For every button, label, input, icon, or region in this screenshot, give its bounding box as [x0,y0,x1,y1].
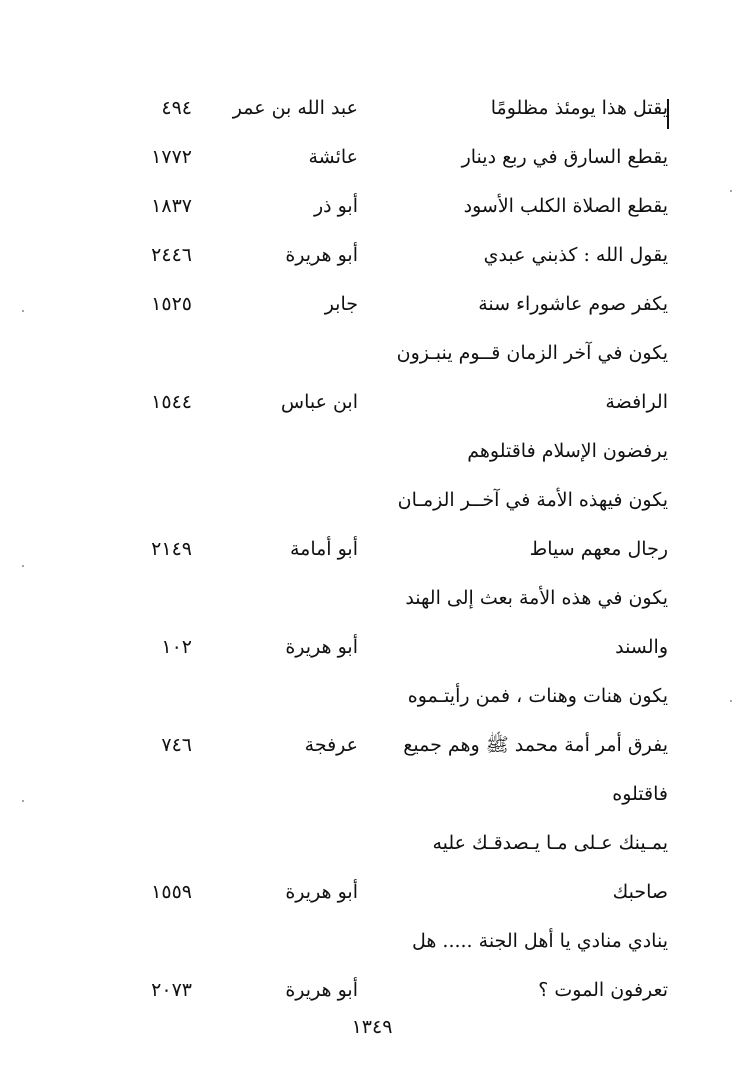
hadith-number: ٢١٤٩ [151,538,192,560]
index-row [0,340,744,380]
narrator: جابر [324,293,358,315]
hadith-number: ١٥٥٩ [151,881,192,903]
index-row [0,389,744,429]
hadith-text: يمـينك عـلى مـا يـصدقـك عليه [432,832,668,854]
narrator: أبو هريرة [285,636,358,658]
index-row [0,830,744,870]
scan-speck [730,700,732,702]
scan-speck [22,565,24,567]
hadith-text: يكفر صوم عاشوراء سنة [478,293,668,315]
scan-speck [22,310,24,312]
hadith-number: ١٨٣٧ [151,195,192,217]
hadith-text: يقتل هذا يومئذ مظلومًا [490,97,668,119]
narrator: أبو هريرة [285,881,358,903]
hadith-text: يفرق أمر أمة محمد ﷺ وهم جميع [403,734,668,756]
hadith-text: يكون في آخر الزمان قــوم ينبـزون [396,342,668,364]
index-row [0,438,744,478]
hadith-text: والسند [615,636,668,658]
index-row [0,732,744,772]
hadith-number: ٤٩٤ [161,97,192,119]
narrator: عرفجة [304,734,358,756]
hadith-text: يكون في هذه الأمة بعث إلى الهند [405,587,668,609]
scan-speck [730,190,732,192]
narrator: عبد الله بن عمر [232,97,358,119]
hadith-number: ١٥٢٥ [151,293,192,315]
index-row [0,928,744,968]
hadith-number: ٧٤٦ [161,734,192,756]
hadith-text: رجال معهم سياط [529,538,668,560]
hadith-text: يكون هنات وهنات ، فمن رأيتـموه [407,685,668,707]
narrator: أبو ذر [313,195,358,217]
narrator: أبو أمامة [289,538,358,560]
hadith-number: ٢٤٤٦ [151,244,192,266]
narrator: عائشة [308,146,358,168]
hadith-text: يكون فيهذه الأمة في آخــر الزمـان [397,489,668,511]
hadith-text: يقطع السارق في ربع دينار [461,146,668,168]
hadith-text: يرفضون الإسلام فاقتلوهم [467,440,668,462]
narrator: أبو هريرة [285,979,358,1001]
hadith-text: تعرفون الموت ؟ [538,979,668,1001]
index-row [0,781,744,821]
index-row [0,585,744,625]
index-row [0,242,744,282]
hadith-text: فاقتلوه [612,783,668,805]
hadith-text: ينادي منادي يا أهل الجنة ..... هل [411,930,668,952]
index-row [0,879,744,919]
index-row [0,634,744,674]
index-row [0,144,744,184]
index-row [0,683,744,723]
narrator: أبو هريرة [285,244,358,266]
index-row [0,536,744,576]
index-row [0,487,744,527]
index-row [0,95,744,135]
hadith-number: ١٠٢ [161,636,192,658]
hadith-text: يقطع الصلاة الكلب الأسود [463,195,668,217]
hadith-number: ١٧٧٢ [151,146,192,168]
hadith-number: ٢٠٧٣ [151,979,192,1001]
hadith-text: صاحبك [612,881,668,903]
index-row [0,291,744,331]
hadith-text: يقول الله : كذبني عبدي [483,244,668,266]
page-number: ١٣٤٩ [351,1016,393,1038]
hadith-number: ١٥٤٤ [151,391,192,413]
index-row [0,193,744,233]
hadith-text: الرافضة [605,391,668,413]
index-row [0,977,744,1017]
narrator: ابن عباس [280,391,358,413]
scan-speck [22,800,24,802]
